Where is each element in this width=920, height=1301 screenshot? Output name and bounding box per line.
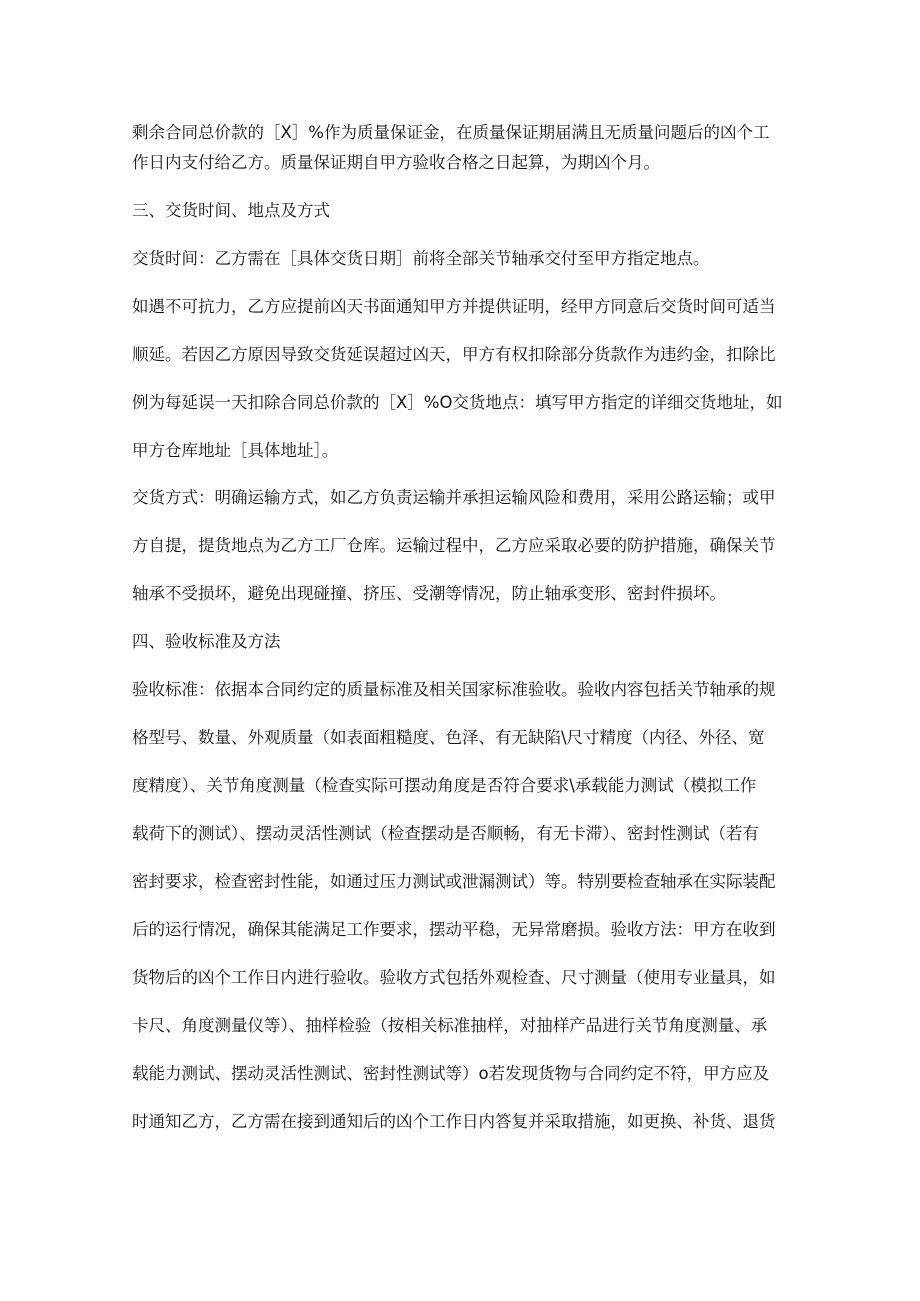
paragraph-line: 顺延。若因乙方原因导致交货延误超过凶天，甲方有权扣除部分货款作为违约金，扣除比 <box>132 344 776 364</box>
paragraph-line: 后的运行情况，确保其能满足工作要求，摆动平稳，无异常磨损。验收方法：甲方在收到 <box>132 920 776 940</box>
paragraph-line: 交货方式：明确运输方式，如乙方负责运输并承担运输风险和费用，采用公路运输；或甲 <box>132 488 776 508</box>
paragraph-line: 载荷下的测试）、摆动灵活性测试（检查摆动是否顺畅，有无卡滞）、密封性测试（若有 <box>132 824 759 844</box>
paragraph-line: 方自提，提货地点为乙方工厂仓库。运输过程中，乙方应采取必要的防护措施，确保关节 <box>132 536 776 556</box>
paragraph-line: 货物后的凶个工作日内进行验收。验收方式包括外观检查、尺寸测量（使用专业量具，如 <box>132 968 776 988</box>
document-body <box>132 118 794 1137</box>
paragraph-line: 时通知乙方，乙方需在接到通知后的凶个工作日内答复并采取措施，如更换、补货、退货 <box>132 1112 776 1132</box>
section-heading: 四、验收标准及方法 <box>132 632 281 652</box>
paragraph-line: 例为每延误一天扣除合同总价款的［X］%O交货地点：填写甲方指定的详细交货地址，如 <box>132 392 783 412</box>
paragraph-line: 卡尺、角度测量仪等）、抽样检验（按相关标准抽样，对抽样产品进行关节角度测量、承 <box>132 1016 768 1036</box>
paragraph-line: 如遇不可抗力，乙方应提前凶天书面通知甲方并提供证明，经甲方同意后交货时间可适当 <box>132 296 776 316</box>
section-heading: 三、交货时间、地点及方式 <box>132 200 330 220</box>
paragraph-line: 度精度）、关节角度测量（检查实际可摆动角度是否符合要求\承载能力测试（模拟工作 <box>132 776 757 796</box>
paragraph-line: 交货时间：乙方需在［具体交货日期］前将全部关节轴承交付至甲方指定地点。 <box>132 248 710 268</box>
paragraph-line: 作日内支付给乙方。质量保证期自甲方验收合格之日起算，为期凶个月。 <box>132 152 660 172</box>
paragraph-line: 载能力测试、摆动灵活性测试、密封性测试等）o若发现货物与合同约定不符，甲方应及 <box>132 1064 770 1084</box>
paragraph-line: 验收标准：依据本合同约定的质量标准及相关国家标准验收。验收内容包括关节轴承的规 <box>132 680 776 700</box>
paragraph-line: 密封要求，检查密封性能，如通过压力测试或泄漏测试）等。特别要检查轴承在实际装配 <box>132 872 776 892</box>
paragraph-line: 剩余合同总价款的［X］%作为质量保证金，在质量保证期届满且无质量问题后的凶个工 <box>132 123 770 142</box>
paragraph-line: 轴承不受损坏，避免出现碰撞、挤压、受潮等情况，防止轴承变形、密封件损坏。 <box>132 584 726 604</box>
paragraph-line: 格型号、数量、外观质量（如表面粗糙度、色泽、有无缺陷\尺寸精度（内径、外径、宽 <box>132 728 765 748</box>
paragraph-line: 甲方仓库地址［具体地址］。 <box>132 440 339 460</box>
